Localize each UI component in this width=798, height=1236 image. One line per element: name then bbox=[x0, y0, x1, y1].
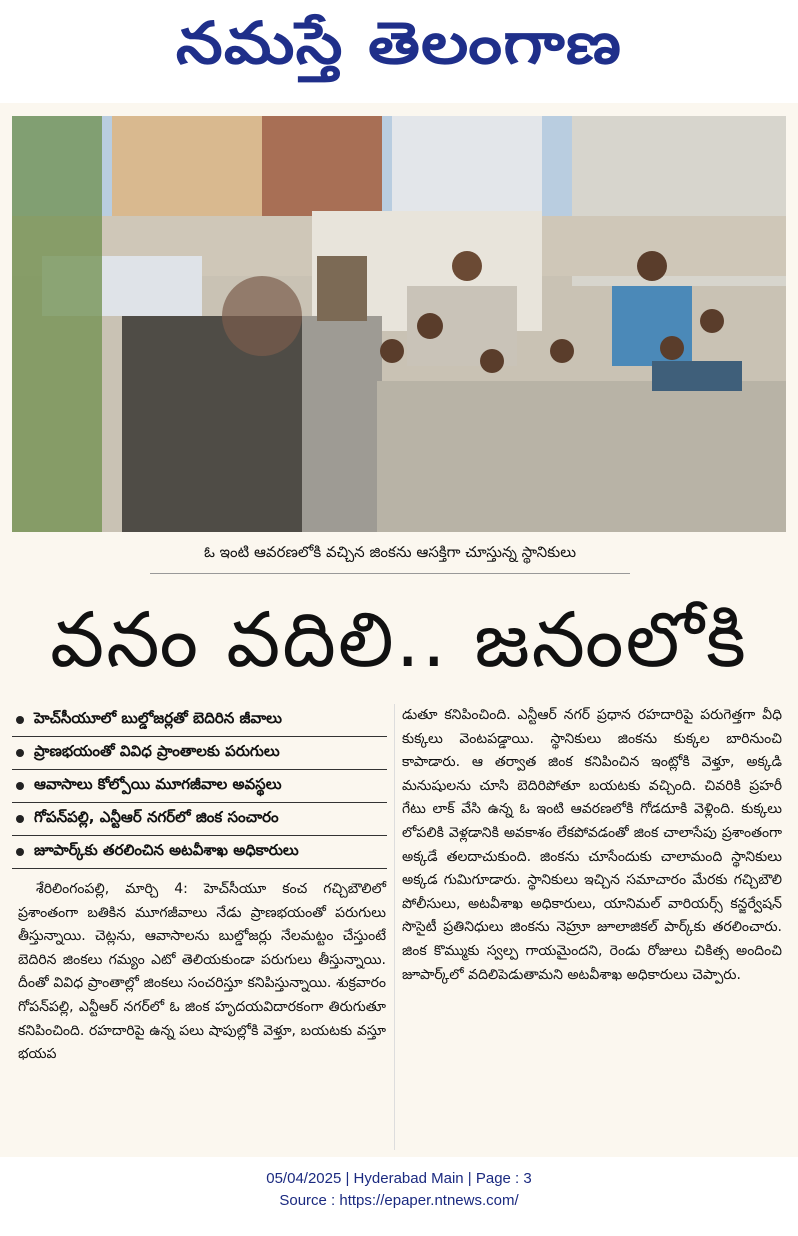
bullet-dot-icon bbox=[16, 848, 24, 856]
highlight-item bbox=[12, 836, 387, 869]
highlight-item bbox=[12, 770, 387, 803]
article-body-right: డుతూ కనిపించింది. ఎన్టీఆర్ నగర్ ప్రధాన రహదారిపై పరుగెత్తగా వీధి కుక్కలు వెంటపడ్డాయి. స్థానికులు జింకను కుక్కల బారినుంచి కాపాడారు. ఆ తర్వాత జింక కనిపించిన ఇంట్లోకి వెళ్తూ, అక్కడి మనుషులను చూసి బెదిరిపోతూ బయటకు వచ్చింది. చివరికి ప్రహరీ గేటు లాక్ వేసి ఉన్న ఓ ఇంటి ఆవరణలోకి గోడదూకి వెళ్లింది. కుక్కలు లోపలికి వెళ్లడానికి అవకాశం లేకపోవడంతో జింక చాలాసేపు ప్రశాంతంగా అక్కడే తలదాచుకుంది. జింకను చూసేందుకు చాలామంది స్థానికులు అక్కడ గుమిగూడారు. స్థానికులు ఇచ్చిన సమాచారం మేరకు గచ్చిబౌలి పోలీసులు, అటవీశాఖ అధికారులు, యానిమల్ వారియర్స్ కన్జర్వేషన్ సొసైటీ ప్రతినిధులు జింకను నెహ్రూ జూలాజికల్ పార్క్‌కు తరలించారు. జింక కొమ్ముకు స్వల్ప గాయమైందని, రెండు రోజులు చికిత్స అందించి జూపార్క్‌లో వదిలిపెడుతామని అటవీశాఖ అధికారులు చెప్పారు. bbox=[402, 707, 782, 983]
highlights-list bbox=[12, 704, 387, 869]
headline: వనం వదిలి.. జనంలోకి bbox=[50, 595, 748, 684]
highlight-item bbox=[12, 704, 387, 737]
highlight-text: జూపార్క్‌కు తరలించిన అటవీశాఖ అధికారులు bbox=[34, 841, 299, 859]
highlight-item bbox=[12, 803, 387, 836]
highlight-text: ప్రాణభయంతో వివిధ ప్రాంతాలకు పరుగులు bbox=[34, 742, 280, 760]
masthead bbox=[0, 0, 798, 100]
news-photo bbox=[12, 116, 786, 532]
photo-icon bbox=[12, 116, 786, 532]
column-divider bbox=[394, 704, 395, 1150]
bullet-dot-icon bbox=[16, 749, 24, 757]
page-footer bbox=[0, 1168, 798, 1212]
caption-divider bbox=[150, 573, 630, 574]
edition-info: 05/04/2025 | Hyderabad Main | Page : 3 bbox=[266, 1170, 532, 1187]
highlight-text: హెచ్‌సీయూలో బుల్డోజర్లతో బెదిరిన జీవాలు bbox=[34, 709, 282, 727]
photo-caption: ఓ ఇంటి ఆవరణలోకి వచ్చిన జింకను ఆసక్తిగా చూస్తున్న స్థానికులు bbox=[203, 543, 577, 561]
newspaper-logo: నమస్తే తెలంగాణ bbox=[175, 8, 623, 77]
bullet-dot-icon bbox=[16, 782, 24, 790]
highlight-text: గోపన్‌పల్లి, ఎన్టీఆర్ నగర్‌లో జింక సంచారం bbox=[34, 808, 279, 826]
highlight-text: ఆవాసాలు కోల్పోయి మూగజీవాల అవస్థలు bbox=[34, 775, 282, 793]
bullet-dot-icon bbox=[16, 716, 24, 724]
bullet-dot-icon bbox=[16, 815, 24, 823]
source-link[interactable]: Source : https://epaper.ntnews.com/ bbox=[279, 1192, 519, 1209]
article-body-left: శేరిలింగంపల్లి, మార్చి 4: హెచ్‌సీయూ కంచ గచ్చిబౌలిలో ప్రశాంతంగా బతికిన మూగజీవాలు నేడు ప్రాణభయంతో పరుగులు తీస్తున్నాయి. చెట్లను, ఆవాసాలను బుల్డోజర్లు నేలమట్టం చేస్తుంటే బెదిరిన జింకలు గమ్యం ఎటో తెలియకుండా పరుగులు తీస్తున్నాయి. దీంతో వివిధ ప్రాంతాల్లో జింకలు సంచరిస్తూ కనిపిస్తున్నాయి. శుక్రవారం గోపన్‌పల్లి, ఎన్టీఆర్ నగర్‌లో ఓ జింక హృదయవిదారకంగా తిరుగుతూ కనిపించింది. రహదారిపై ఉన్న పలు షాపుల్లోకి వెళ్తూ, బయటకు వస్తూ భయప bbox=[18, 881, 386, 1063]
highlight-item bbox=[12, 737, 387, 770]
